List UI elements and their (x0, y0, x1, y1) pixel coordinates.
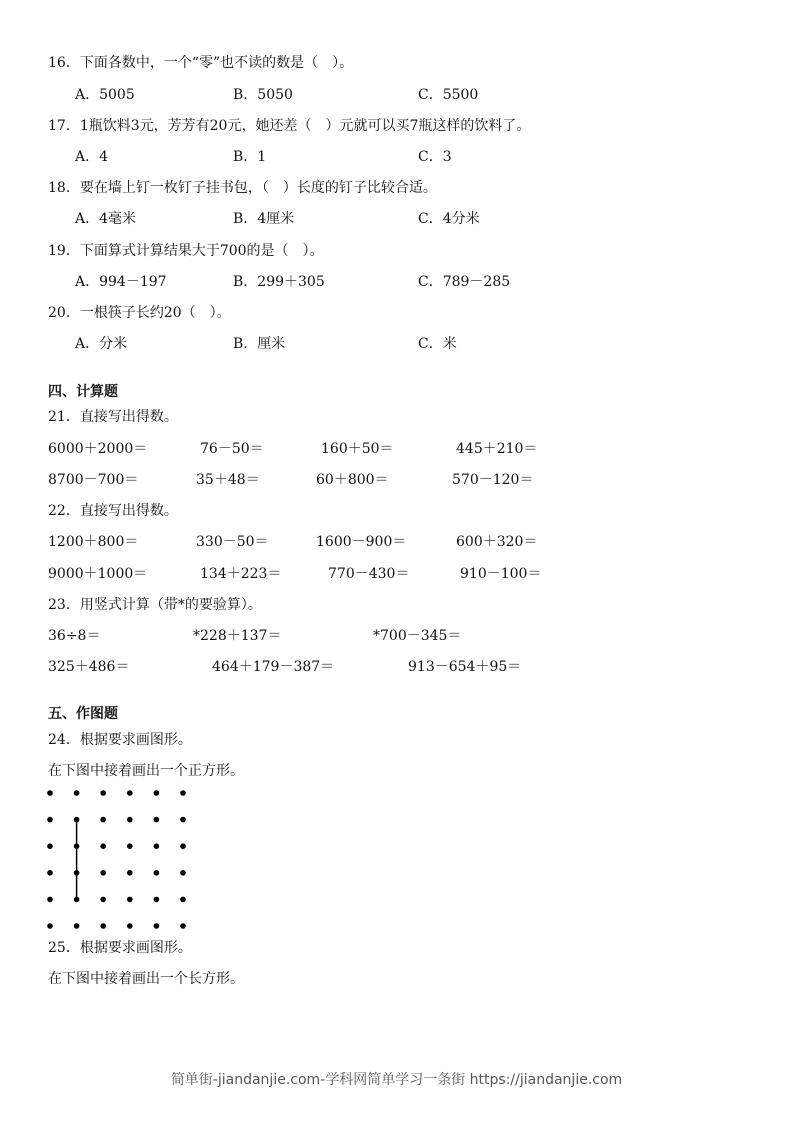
q23-expression: 464＋179－387＝ (212, 659, 335, 675)
q23-expression: 325＋486＝ (48, 659, 130, 675)
q23-expression: *700－345＝ (373, 628, 462, 644)
dot-grid-drawing-area[interactable] (40, 784, 200, 936)
q20-option-b: B．厘米 (233, 336, 286, 352)
q21-expression: 35＋48＝ (196, 472, 260, 488)
grid-dot[interactable] (100, 817, 106, 823)
q24-stem: 24．根据要求画图形。 (48, 732, 192, 748)
grid-dot[interactable] (47, 790, 53, 796)
grid-dot[interactable] (74, 790, 80, 796)
q16-option-b: B．5050 (233, 87, 293, 103)
grid-dot[interactable] (100, 870, 106, 876)
q22-expression: 1200＋800＝ (48, 534, 139, 550)
q19-option-c: C．789－285 (418, 274, 511, 290)
grid-dot[interactable] (180, 817, 186, 823)
q18-option-b: B．4厘米 (233, 211, 295, 227)
q20-stem: 20．一根筷子长约20（ ）。 (48, 305, 231, 321)
grid-dot[interactable] (47, 843, 53, 849)
q21-stem: 21．直接写出得数。 (48, 409, 178, 425)
section-heading-calculation: 四、计算题 (48, 384, 118, 400)
q17-option-a: A．4 (75, 149, 109, 165)
q17-option-b: B．1 (233, 149, 267, 165)
grid-dot[interactable] (74, 843, 80, 849)
q23-expression: 36÷8＝ (48, 628, 101, 644)
grid-dot[interactable] (74, 817, 80, 823)
q22-expression: 600＋320＝ (456, 534, 538, 550)
grid-dot[interactable] (180, 897, 186, 903)
grid-dot[interactable] (47, 897, 53, 903)
q22-stem: 22．直接写出得数。 (48, 503, 178, 519)
grid-dot[interactable] (127, 923, 133, 929)
grid-dot[interactable] (180, 923, 186, 929)
q25-stem: 25．根据要求画图形。 (48, 940, 192, 956)
q22-expression: 770－430＝ (328, 566, 410, 582)
section-heading-drawing: 五、作图题 (48, 706, 118, 722)
q16-stem: 16．下面各数中，一个“零”也不读的数是（ ）。 (48, 55, 354, 71)
grid-dot[interactable] (127, 870, 133, 876)
q16-option-c: C．5500 (418, 87, 479, 103)
q23-expression: 913－654＋95＝ (408, 659, 522, 675)
grid-dot[interactable] (180, 870, 186, 876)
grid-dot[interactable] (127, 790, 133, 796)
q21-expression: 6000＋2000＝ (48, 441, 148, 457)
q21-expression: 76－50＝ (200, 441, 264, 457)
grid-dot[interactable] (47, 817, 53, 823)
grid-dot[interactable] (154, 897, 160, 903)
q22-expression: 330－50＝ (196, 534, 269, 550)
q16-option-a: A．5005 (75, 87, 135, 103)
grid-dot[interactable] (100, 897, 106, 903)
grid-dot[interactable] (127, 843, 133, 849)
q22-expression: 1600－900＝ (316, 534, 407, 550)
q23-expression: *228＋137＝ (193, 628, 282, 644)
q22-expression: 910－100＝ (460, 566, 542, 582)
grid-dot[interactable] (180, 790, 186, 796)
grid-dot[interactable] (154, 923, 160, 929)
grid-dot[interactable] (154, 817, 160, 823)
q18-stem: 18．要在墙上钉一枚钉子挂书包，（ ）长度的钉子比较合适。 (48, 180, 437, 196)
q22-expression: 134＋223＝ (200, 566, 282, 582)
q22-expression: 9000＋1000＝ (48, 566, 148, 582)
grid-dot[interactable] (154, 870, 160, 876)
grid-dot[interactable] (47, 870, 53, 876)
grid-dot[interactable] (74, 897, 80, 903)
grid-dot[interactable] (127, 897, 133, 903)
q18-option-c: C．4分米 (418, 211, 480, 227)
grid-dot[interactable] (154, 790, 160, 796)
q17-option-c: C．3 (418, 149, 452, 165)
grid-dot[interactable] (100, 923, 106, 929)
grid-dot[interactable] (154, 843, 160, 849)
page-footer-watermark: 简单街-jiandanjie.com-学科网简单学习一条街 https://jiandanjie.com (170, 1072, 623, 1088)
grid-dot[interactable] (74, 923, 80, 929)
q19-stem: 19．下面算式计算结果大于700的是（ ）。 (48, 243, 324, 259)
grid-dot[interactable] (74, 870, 80, 876)
q24-instruction: 在下图中接着画出一个正方形。 (48, 763, 244, 779)
q19-option-a: A．994－197 (75, 274, 167, 290)
grid-dot[interactable] (100, 790, 106, 796)
q21-expression: 160＋50＝ (321, 441, 394, 457)
q19-option-b: B．299＋305 (233, 274, 325, 290)
q21-expression: 445＋210＝ (456, 441, 538, 457)
q20-option-a: A．分米 (75, 336, 128, 352)
grid-dot[interactable] (180, 843, 186, 849)
grid-dot[interactable] (127, 817, 133, 823)
q25-instruction: 在下图中接着画出一个长方形。 (48, 971, 244, 987)
grid-dot[interactable] (47, 923, 53, 929)
q21-expression: 8700－700＝ (48, 472, 139, 488)
q18-option-a: A．4毫米 (75, 211, 137, 227)
q20-option-c: C．米 (418, 336, 457, 352)
q23-stem: 23．用竖式计算（带*的要验算）。 (48, 597, 262, 613)
q21-expression: 60＋800＝ (316, 472, 389, 488)
q21-expression: 570－120＝ (452, 472, 534, 488)
grid-dot[interactable] (100, 843, 106, 849)
q17-stem: 17．1瓶饮料3元，芳芳有20元，她还差（ ）元就可以买7瓶这样的饮料了。 (48, 118, 531, 134)
